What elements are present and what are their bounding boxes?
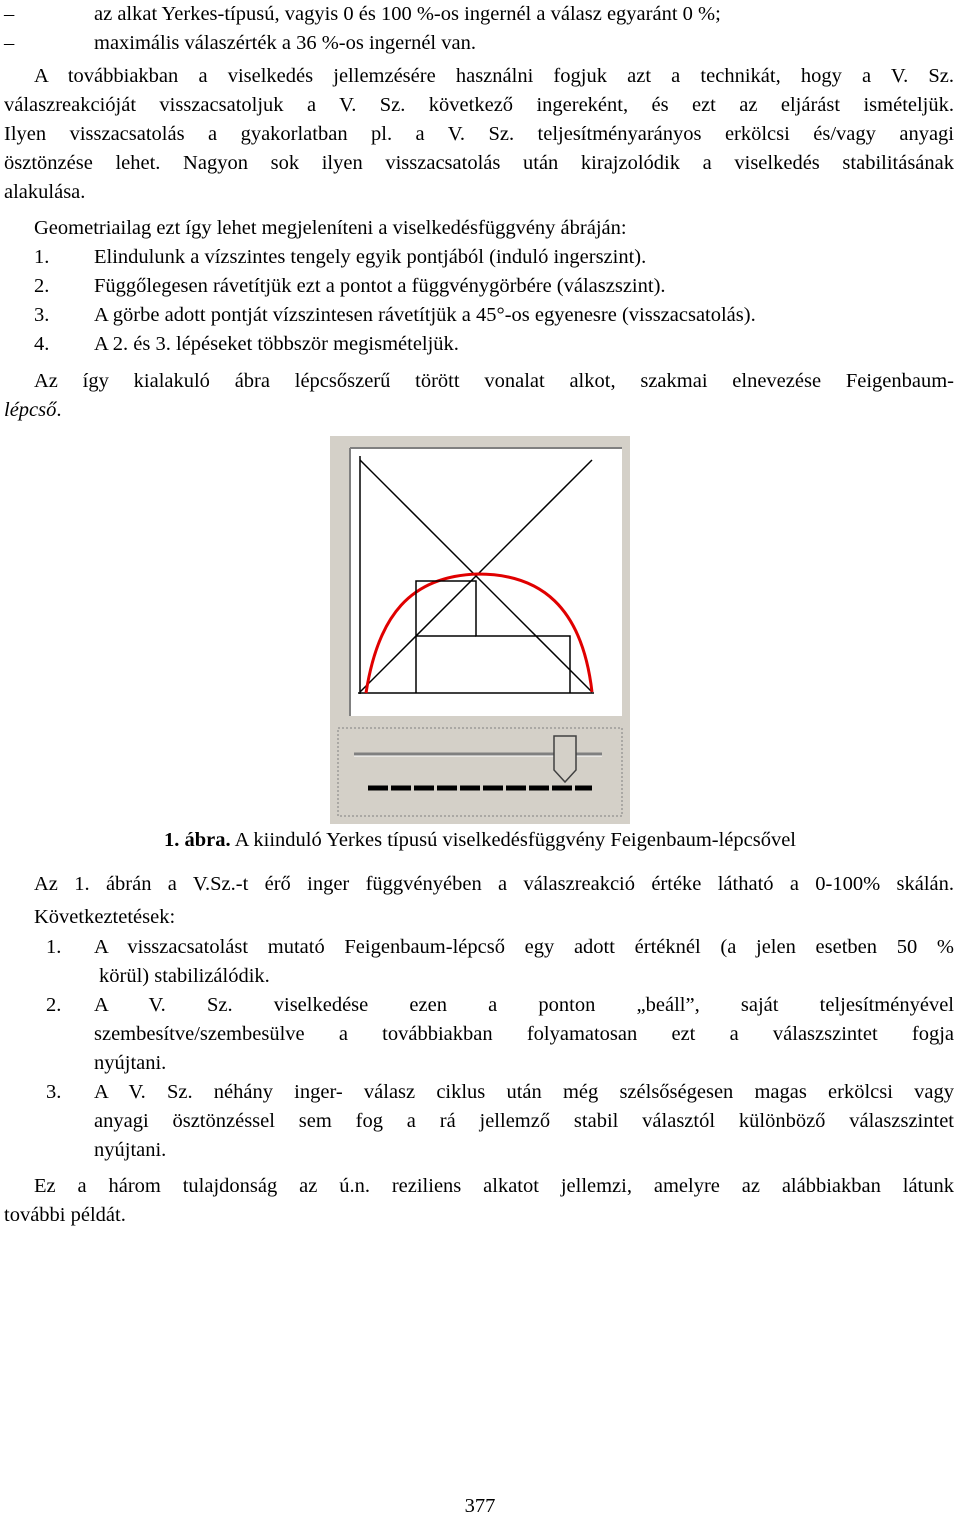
plot-area: [350, 448, 622, 716]
caption-label: 1. ábra.: [163, 829, 231, 851]
conclusion-number: 1.: [46, 936, 62, 958]
conclusions-heading: Következtetések:: [34, 906, 176, 928]
conclusion-number: 2.: [46, 994, 62, 1016]
step-text: A görbe adott pontját vízszintesen rávetítjük a 45°-os egyenesre (visszacsatolás).: [94, 304, 756, 326]
term-italic: lépcső: [4, 399, 57, 421]
feigenbaum-figure: [330, 436, 630, 824]
geo-intro: Geometriailag ezt így lehet megjeleníteni a viselkedésfüggvény ábráján:: [34, 217, 627, 239]
conclusion-line: nyújtani.: [94, 1139, 167, 1161]
paragraph-line: Ez a három tulajdonság az ú.n. reziliens alkatot jellemzi, amelyre az alábbiakban látunk: [34, 1175, 954, 1197]
paragraph-line: alakulása.: [4, 181, 86, 203]
paragraph-line: Az így kialakuló ábra lépcsőszerű törött vonalat alkot, szakmai elnevezése Feigenbaum-: [34, 370, 954, 392]
step-text: Függőlegesen rávetítjük ezt a pontot a függvénygörbére (válaszszint).: [94, 275, 666, 297]
page-number: 377: [464, 1495, 496, 1517]
paragraph-line: A továbbiakban a viselkedés jellemzésére használni fogjuk azt a technikát, hogy a V. Sz.: [34, 65, 954, 87]
bullet-item: – az alkat Yerkes-típusú, vagyis 0 és 100 %-os ingernél a válasz egyaránt 0 %;: [4, 0, 721, 29]
conclusion-number: 3.: [46, 1081, 62, 1103]
figure-caption: 1. ábra. A kiinduló Yerkes típusú viselkedésfüggvény Feigenbaum-lépcsővel: [163, 829, 797, 851]
step-text: Elindulunk a vízszintes tengely egyik pontjából (induló ingerszint).: [94, 246, 647, 268]
paragraph-line: Az 1. ábrán a V.Sz.-t érő inger függvényében a válaszreakció értéke látható a 0-100% skálán.: [34, 873, 954, 895]
conclusion-line: nyújtani.: [94, 1052, 167, 1074]
paragraph-line: válaszreakcióját visszacsatoljuk a V. Sz. következő ingereként, és ezt az eljárást ismételjük.: [4, 94, 954, 116]
step-number: 1.: [34, 246, 50, 268]
bullet-item: – maximális válaszérték a 36 %-os ingernél van.: [4, 29, 476, 58]
conclusion-line: körül) stabilizálódik.: [99, 965, 270, 987]
figure-graphic: [330, 436, 630, 824]
conclusion-line: anyagi ösztönzéssel sem fog a rá jellemző stabil választól különböző válaszszintet: [94, 1110, 954, 1132]
conclusion-line: szembesítve/szembesülve a továbbiakban folyamatosan ezt a válaszszintet fogja: [94, 1023, 954, 1045]
step-text: A 2. és 3. lépéseket többször megismételjük.: [94, 333, 459, 355]
step-number: 3.: [34, 304, 50, 326]
paragraph-line: ösztönzése lehet. Nagyon sok ilyen visszacsatolás után kirajzolódik a viselkedés stabilitásának: [4, 152, 954, 174]
conclusion-line: A visszacsatolást mutató Feigenbaum-lépcső egy adott értéknél (a jelen esetben 50 %: [94, 936, 954, 958]
paragraph-line: lépcső.: [4, 399, 62, 421]
step-number: 4.: [34, 333, 50, 355]
step-number: 2.: [34, 275, 50, 297]
paragraph-line: további példát.: [4, 1204, 126, 1226]
conclusion-line: A V. Sz. viselkedése ezen a ponton „beáll”, saját teljesítményével: [94, 994, 954, 1016]
paragraph-line: Ilyen visszacsatolás a gyakorlatban pl. a V. Sz. teljesítményarányos erkölcsi és/vagy anyagi: [4, 123, 954, 145]
dash-marker: –: [4, 3, 15, 25]
conclusion-line: A V. Sz. néhány inger- válasz ciklus után még szélsőségesen magas erkölcsi vagy: [94, 1081, 954, 1103]
dash-marker: –: [4, 32, 15, 54]
